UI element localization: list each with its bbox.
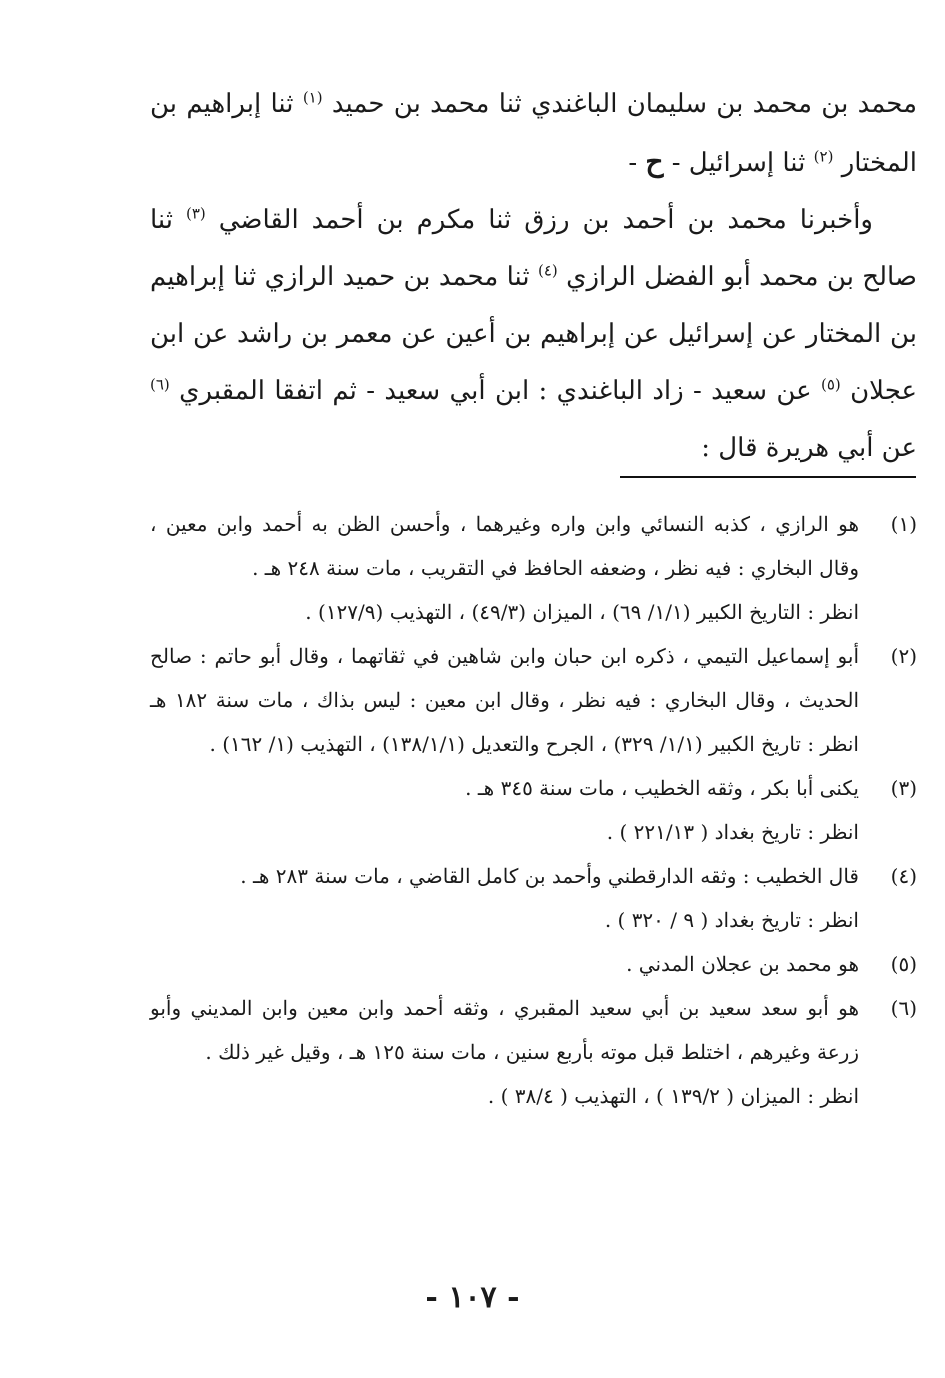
footnote-ref-5: (٥) <box>820 375 841 394</box>
footnote-line: أبو إسماعيل التيمي ، ذكره ابن حبان وابن شاهين في ثقاتهما ، وقال أبو حاتم : صالح الحديث ، وقال البخاري : فيه نظر ، وقال ابن معين : ليس بذاك ، مات سنة ١٨٢ هـ انظر : تاريخ الكبير (١/١/ ٣٢٩) ، الجرح والتعديل (١٣٨/١/١) ، التهذيب (١/ ١٦٢) . <box>150 644 859 756</box>
footnote-3 <box>150 766 917 854</box>
footnote-number: (٥) <box>890 952 917 976</box>
main-text <box>150 76 917 477</box>
text-run: عن سعيد - زاد الباغندي : ابن أبي سعيد - ثم اتفقا المقبري <box>169 376 821 406</box>
footnote-1 <box>150 502 917 634</box>
footnote-number: (٣) <box>890 776 917 800</box>
footnote-body <box>150 502 859 634</box>
footnote-line: هو أبو سعد سعيد بن أبي سعيد المقبري ، وثقه أحمد وابن معين وابن المديني وأبو زرعة وغيرهم ، اختلط قبل موته بأربع سنين ، مات سنة ١٢٥ هـ ، وقيل غير ذلك . <box>150 996 859 1064</box>
footnote-number: (٤) <box>890 864 917 888</box>
footnote-line: يكنى أبا بكر ، وثقه الخطيب ، مات سنة ٣٤٥ هـ . <box>465 776 859 800</box>
footnote-line: انظر : تاريخ بغداد ( ٩ / ٣٢٠ ) . <box>604 908 859 932</box>
footnote-body <box>150 942 859 986</box>
page-number: - ١٠٧ - <box>425 1280 520 1315</box>
footnote-body <box>150 986 859 1118</box>
footnote-line: انظر : الميزان ( ١٣٩/٢ ) ، التهذيب ( ٣٨/٤ ) . <box>487 1084 859 1108</box>
text-run: ثنا إسرائيل - <box>663 148 814 178</box>
footnote-line: قال الخطيب : وثقه الدارقطني وأحمد بن كامل القاضي ، مات سنة ٢٨٣ هـ . <box>240 864 859 888</box>
text-run: محمد بن محمد بن سليمان الباغندي ثنا محمد بن حميد <box>322 89 918 119</box>
footnotes <box>150 502 917 1118</box>
text-run: - <box>628 148 646 178</box>
footnote-5 <box>150 942 917 986</box>
footnote-body <box>150 766 859 854</box>
footnote-2 <box>150 634 917 766</box>
footnote-ref-3: (٣) <box>185 204 206 223</box>
footnote-line: انظر : تاريخ بغداد ( ٢٢١/١٣ ) . <box>606 820 859 844</box>
text-run: ثنا إبراهيم بن المختار <box>150 89 917 178</box>
footnote-ref-6: (٦) <box>150 375 170 394</box>
footnote-line: هو محمد بن عجلان المدني . <box>626 952 859 976</box>
text-run: ثنا محمد بن حميد الرازي ثنا إبراهيم بن المختار عن إسرائيل عن إبراهيم بن أعين عن معمر بن راشد عن ابن عجلان <box>150 262 917 406</box>
footnote-number: (٢) <box>890 644 917 668</box>
text-run: وأخبرنا محمد بن أحمد بن رزق ثنا مكرم بن أحمد القاضي <box>205 205 873 235</box>
footnote-body <box>150 854 859 942</box>
footnote-ref-2: (٢) <box>813 147 834 166</box>
footnote-ref-1: (١) <box>302 88 323 107</box>
paragraph-isnad-1 <box>150 76 917 192</box>
footnote-ref-4: (٤) <box>537 261 558 280</box>
paragraph-isnad-2 <box>150 192 917 477</box>
footnote-body <box>150 634 859 766</box>
footnote-6 <box>150 986 917 1118</box>
footnote-line: انظر : التاريخ الكبير (١/١/ ٦٩) ، الميزان (٤٩/٣) ، التهذيب (١٢٧/٩) . <box>305 600 859 624</box>
footnote-number: (١) <box>890 512 917 536</box>
footnote-separator <box>620 476 916 478</box>
text-run: ثنا صالح بن محمد أبو الفضل الرازي <box>150 205 917 292</box>
text-run: عن أبي هريرة قال : <box>701 433 917 463</box>
tahwil-marker: ح <box>645 145 664 178</box>
footnote-4 <box>150 854 917 942</box>
footnote-line: هو الرازي ، كذبه النسائي وابن واره وغيرهما ، وأحسن الظن به أحمد وابن معين ، وقال البخاري : فيه نظر ، وضعفه الحافظ في التقريب ، مات سنة ٢٤٨ هـ . <box>150 512 859 580</box>
footnote-number: (٦) <box>890 996 917 1020</box>
